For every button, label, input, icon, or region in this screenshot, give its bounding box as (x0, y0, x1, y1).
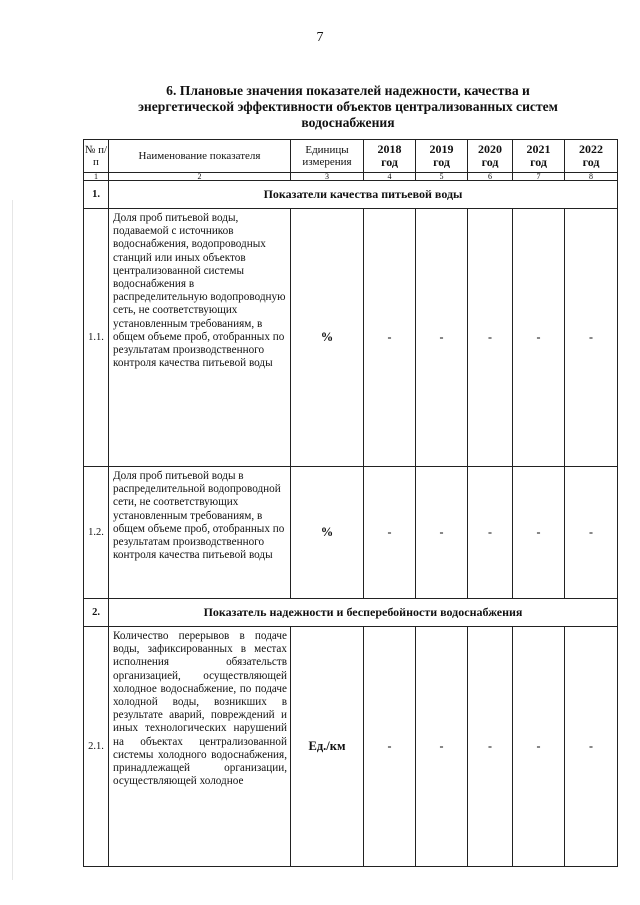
indicator-unit: % (291, 467, 364, 599)
section-number: 1. (84, 181, 109, 209)
section-heading: Показатель надежности и бесперебойности водоснабжения (109, 599, 618, 627)
header-year-2019: 2019 год (416, 140, 468, 173)
indicators-table (83, 139, 618, 867)
indicator-unit: Ед./км (291, 627, 364, 867)
value-cell: - (364, 209, 416, 467)
column-number: 6 (468, 173, 513, 181)
column-number: 1 (84, 173, 109, 181)
table-row (84, 627, 618, 867)
section-number: 2. (84, 599, 109, 627)
table-row (84, 209, 618, 467)
value-cell: - (364, 627, 416, 867)
table-row (84, 467, 618, 599)
header-year-2022: 2022 год (565, 140, 618, 173)
value-cell: - (513, 209, 565, 467)
value-cell: - (513, 467, 565, 599)
section-row-1 (84, 181, 618, 209)
indicator-name: Количество перерывов в подаче воды, зафиксированных в местах исполнения обязательств организацией, осуществляющей холодное водоснабжение, по подаче холодной воды, возникших в результате аварий, повреждений и иных технологических нарушений на объектах централизованной системы холодного водоснабжения, принадлежащей организации, осуществляющей холодное (109, 627, 291, 867)
value-cell: - (416, 627, 468, 867)
value-cell: - (468, 467, 513, 599)
header-unit: Единицы измерения (291, 140, 364, 173)
value-cell: - (364, 467, 416, 599)
column-number: 2 (109, 173, 291, 181)
value-cell: - (565, 467, 618, 599)
column-number: 8 (565, 173, 618, 181)
value-cell: - (468, 627, 513, 867)
header-year-2021: 2021 год (513, 140, 565, 173)
value-cell: - (416, 467, 468, 599)
indicator-name: Доля проб питьевой воды, подаваемой с источников водоснабжения, водопроводных станций или иных объектов централизованной системы водоснабжения в распределительную водопроводную сеть, не соответствующих установленным требованиям, в общем объеме проб, отобранных по результатам производственного контроля качества питьевой воды (109, 209, 291, 467)
column-numbers-row (84, 173, 618, 181)
header-year-2020: 2020 год (468, 140, 513, 173)
scan-artifact-line (12, 200, 13, 880)
header-name: Наименование показателя (109, 140, 291, 173)
value-cell: - (565, 627, 618, 867)
section-title (78, 83, 618, 131)
section-row-2 (84, 599, 618, 627)
value-cell: - (565, 209, 618, 467)
row-number: 1.1. (84, 209, 109, 467)
page-number: 7 (316, 30, 324, 45)
header-num: № п/п (84, 140, 109, 173)
value-cell: - (416, 209, 468, 467)
row-number: 1.2. (84, 467, 109, 599)
indicator-name: Доля проб питьевой воды в распределительной водопроводной сети, не соответствующих установленным требованиям, в общем объеме проб, отобранных по результатам производственного контроля качества питьевой воды (109, 467, 291, 599)
title-line-3: водоснабжения (301, 115, 395, 130)
column-number: 4 (364, 173, 416, 181)
title-line-2: энергетической эффективности объектов централизованных систем (138, 99, 558, 114)
indicator-unit: % (291, 209, 364, 467)
table-header-row (84, 140, 618, 173)
column-number: 3 (291, 173, 364, 181)
row-number: 2.1. (84, 627, 109, 867)
section-heading: Показатели качества питьевой воды (109, 181, 618, 209)
column-number: 5 (416, 173, 468, 181)
column-number: 7 (513, 173, 565, 181)
value-cell: - (513, 627, 565, 867)
title-line-1: 6. Плановые значения показателей надежности, качества и (166, 83, 530, 98)
header-year-2018: 2018 год (364, 140, 416, 173)
value-cell: - (468, 209, 513, 467)
